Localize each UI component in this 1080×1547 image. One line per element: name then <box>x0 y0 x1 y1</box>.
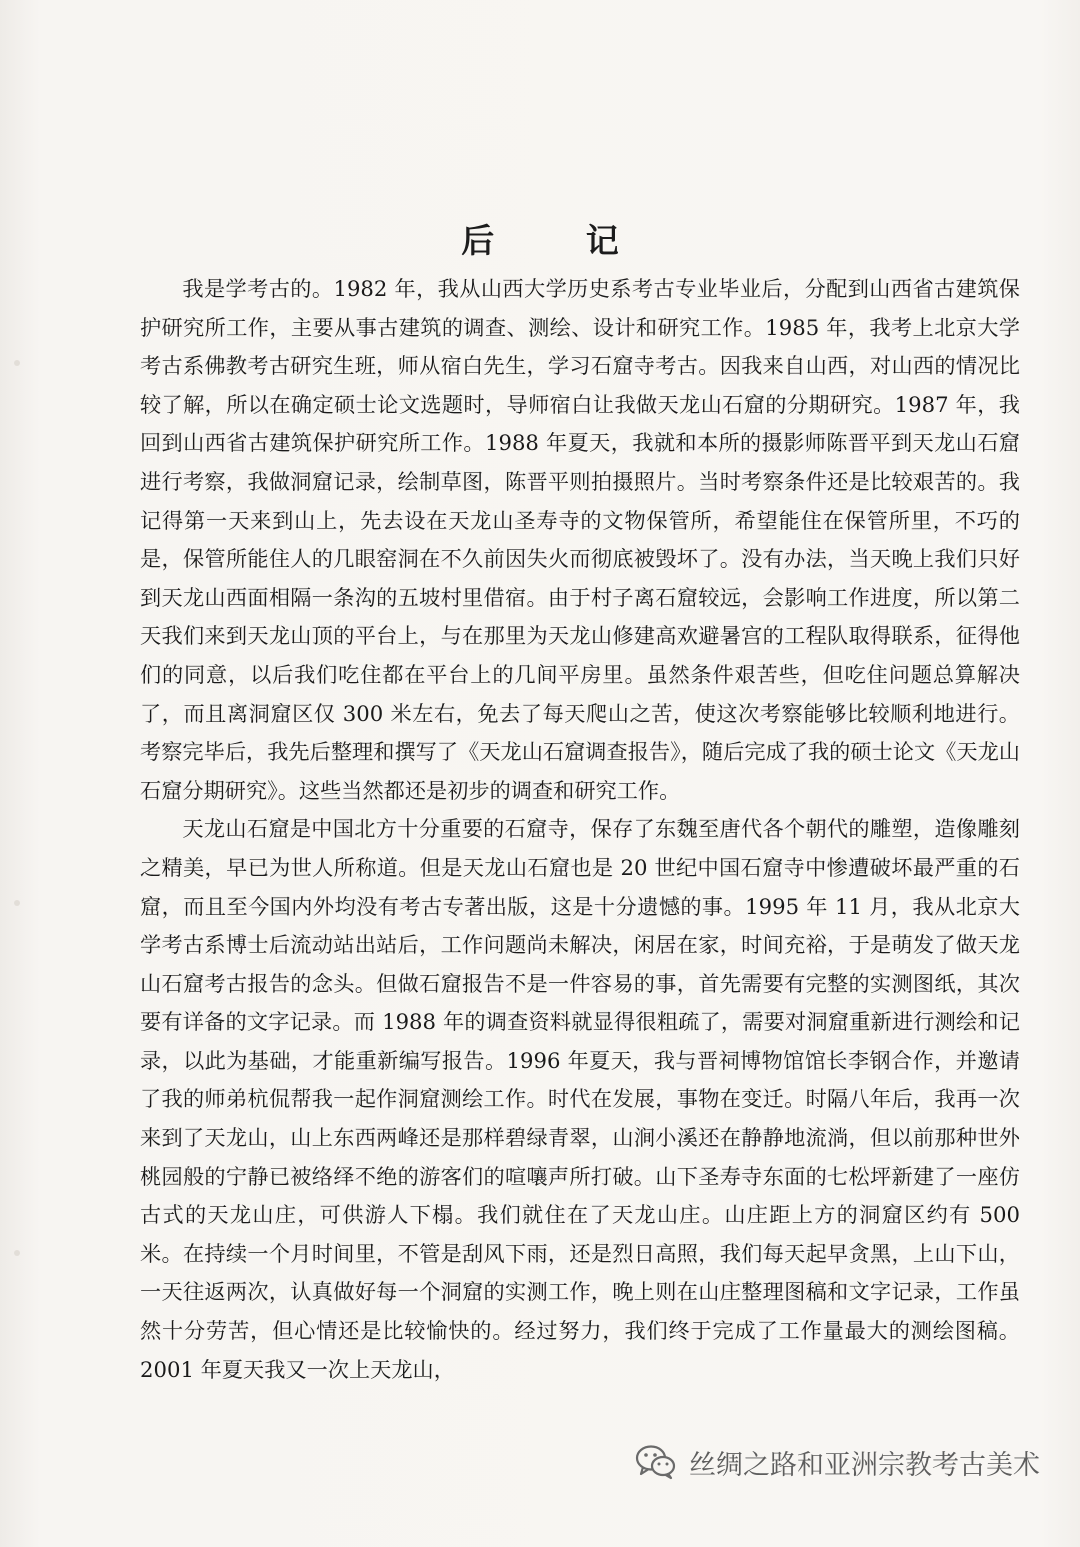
watermark <box>635 1442 1040 1482</box>
page-title: 后 记 <box>461 221 659 261</box>
paragraph: 天龙山石窟是中国北方十分重要的石窟寺，保存了东魏至唐代各个朝代的雕塑，造像雕刻之精美，早已为世人所称道。但是天龙山石窟也是 20 世纪中国石窟寺中惨遭破坏最严重的石窟，而且至今国内外均没有考古专著出版，这是十分遗憾的事。1995 年 11 月，我从北京大学考古系博士后流动站出站后，工作问题尚未解决，闲居在家，时间充裕，于是萌发了做天龙山石窟考古报告的念头。但做石窟报告不是一件容易的事，首先需要有完整的实测图纸，其次要有详备的文字记录。而 1988 年的调查资料就显得很粗疏了，需要对洞窟重新进行测绘和记录，以此为基础，才能重新编写报告。1996 年夏天，我与晋祠博物馆馆长李钢合作，并邀请了我的师弟杭侃帮我一起作洞窟测绘工作。时代在发展，事物在变迁。时隔八年后，我再一次来到了天龙山，山上东西两峰还是那样碧绿青翠，山涧小溪还在静静地流淌，但以前那种世外桃园般的宁静已被络绎不绝的游客们的喧嚷声所打破。山下圣寿寺东面的七松坪新建了一座仿古式的天龙山庄，可供游人下榻。我们就住在了天龙山庄。山庄距上方的洞窟区约有 500 米。在持续一个月时间里，不管是刮风下雨，还是烈日高照，我们每天起早贪黑，上山下山，一天往返两次，认真做好每一个洞窟的实测工作，晚上则在山庄整理图稿和文字记录，工作虽然十分劳苦，但心情还是比较愉快的。经过努力，我们终于完成了工作量最大的测绘图稿。2001 年夏天我又一次上天龙山， <box>140 816 1020 1382</box>
watermark-text: 丝绸之路和亚洲宗教考古美术 <box>689 1449 1040 1481</box>
binding-hole <box>14 1250 20 1256</box>
binding-hole <box>14 360 20 366</box>
body-text <box>140 270 1020 1389</box>
paragraph: 我是学考古的。1982 年，我从山西大学历史系考古专业毕业后，分配到山西省古建筑保护研究所工作，主要从事古建筑的调查、测绘、设计和研究工作。1985 年，我考上北京大学考古系佛教考古研究生班，师从宿白先生，学习石窟寺考古。因我来自山西，对山西的情况比较了解，所以在确定硕士论文选题时，导师宿白让我做天龙山石窟的分期研究。1987 年，我回到山西省古建筑保护研究所工作。1988 年夏天，我就和本所的摄影师陈晋平到天龙山石窟进行考察，我做洞窟记录，绘制草图，陈晋平则拍摄照片。当时考察条件还是比较艰苦的。我记得第一天来到山上，先去设在天龙山圣寿寺的文物保管所，希望能住在保管所里，不巧的是，保管所能住人的几眼窑洞在不久前因失火而彻底被毁坏了。没有办法，当天晚上我们只好到天龙山西面相隔一条沟的五坡村里借宿。由于村子离石窟较远，会影响工作进度，所以第二天我们来到天龙山顶的平台上，与在那里为天龙山修建高欢避暑宫的工程队取得联系，征得他们的同意，以后我们吃住都在平台上的几间平房里。虽然条件艰苦些，但吃住问题总算解决了，而且离洞窟区仅 300 米左右，免去了每天爬山之苦，使这次考察能够比较顺利地进行。考察完毕后，我先后整理和撰写了《天龙山石窟调查报告》，随后完成了我的硕士论文《天龙山石窟分期研究》。这些当然都还是初步的调查和研究工作。 <box>140 276 1020 803</box>
wechat-icon <box>635 1444 677 1480</box>
binding-hole <box>14 900 20 906</box>
